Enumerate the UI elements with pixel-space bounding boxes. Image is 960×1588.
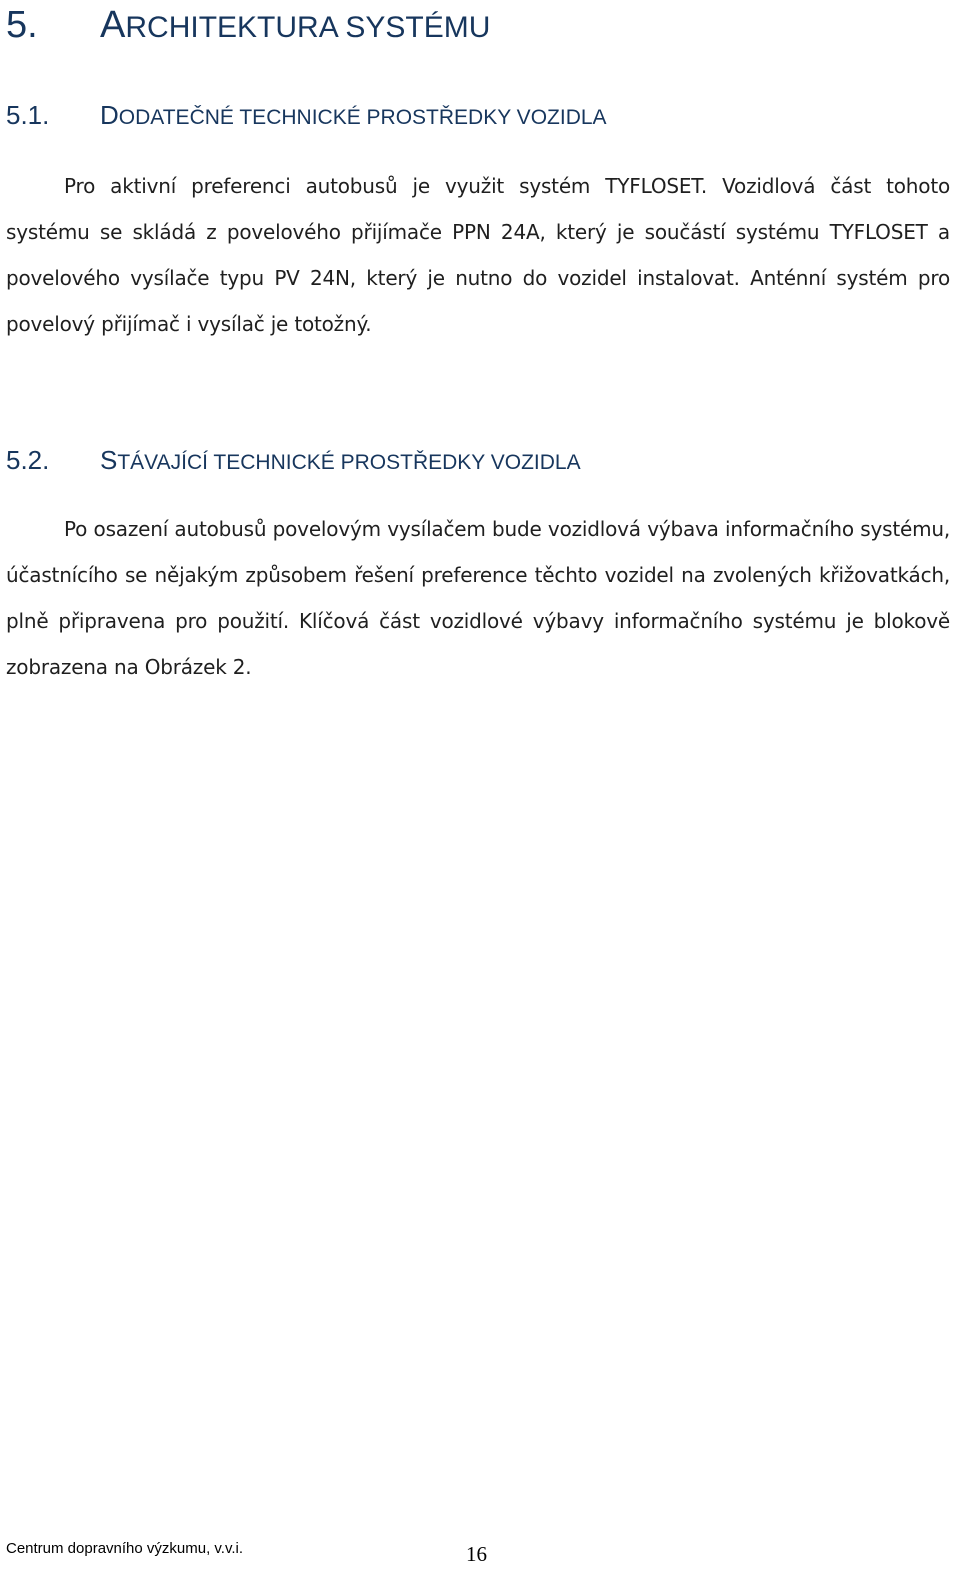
section-number: 5.1. bbox=[6, 100, 50, 130]
section-title: TÁVAJÍCÍ TECHNICKÉ PROSTŘEDKY VOZIDLA bbox=[117, 451, 581, 474]
section-heading-5-1 bbox=[6, 100, 607, 131]
section-paragraph-5-1: Pro aktivní preferenci autobusů je využit systém TYFLOSET. Vozidlová část tohoto systému se skládá z povelového přijímače PPN 24A, který je součástí systému TYFLOSET a povelového vysílače typu PV 24N, který je nutno do vozidel instalovat. Anténní systém pro povelový přijímač i vysílač je totožný. bbox=[6, 174, 950, 336]
section-title-initial: S bbox=[100, 445, 118, 475]
chapter-heading bbox=[6, 4, 490, 47]
section-number: 5.2. bbox=[6, 445, 50, 475]
footer-organization: Centrum dopravního výzkumu, v.v.i. bbox=[6, 1540, 244, 1557]
chapter-number: 5. bbox=[6, 4, 38, 46]
page-number: 16 bbox=[466, 1542, 487, 1566]
section-heading-5-2 bbox=[6, 445, 581, 476]
chapter-title-initial: A bbox=[100, 4, 126, 46]
section-title-initial: D bbox=[100, 100, 119, 130]
section-title: ODATEČNÉ TECHNICKÉ PROSTŘEDKY VOZIDLA bbox=[118, 106, 607, 129]
section-paragraph-5-2: Po osazení autobusů povelovým vysílačem bude vozidlová výbava informačního systému, účastnícího se nějakým způsobem řešení preference těchto vozidel na zvolených křižovatkách, plně připravena pro použití. Klíčová část vozidlové výbavy informačního systému je blokově zobrazena na Obrázek 2. bbox=[6, 517, 950, 679]
chapter-title: RCHITEKTURA SYSTÉMU bbox=[125, 11, 491, 44]
